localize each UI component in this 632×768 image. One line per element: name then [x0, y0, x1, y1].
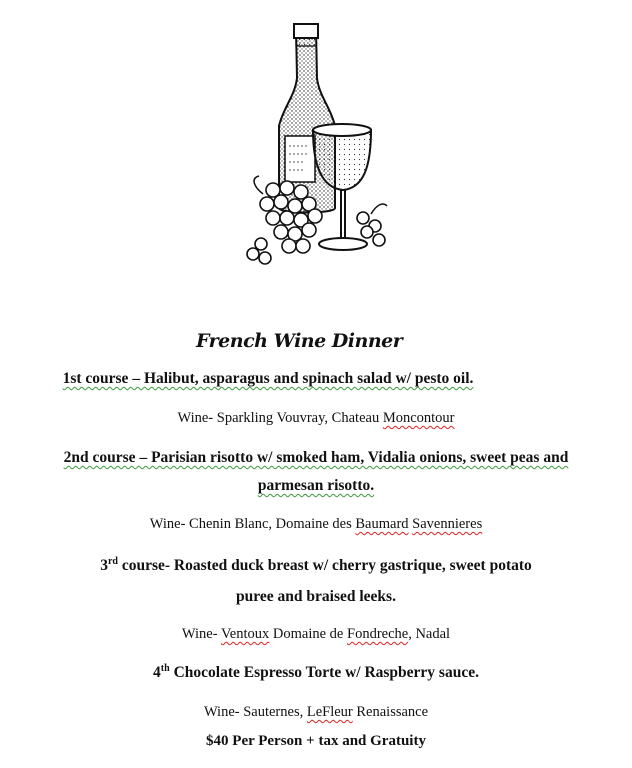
course-3-wine: Wine- Ventoux Domaine de Fondreche, Nadal — [181, 626, 451, 642]
menu-title: French Wine Dinner — [196, 330, 403, 352]
flagged-word: Ventoux — [220, 626, 270, 642]
wine-bottle-glass-grapes-illustration — [243, 18, 393, 276]
course-2-line-2: parmesan risotto. — [257, 477, 375, 494]
course-4: 4th Chocolate Espresso Torte w/ Raspberry sauce. — [153, 662, 479, 681]
course-3-line-1: 3rd course- Roasted duck breast w/ cherry gastrique, sweet potato — [100, 555, 532, 574]
flagged-word: LeFleur — [306, 704, 353, 720]
flagged-word: Savennieres — [412, 516, 483, 532]
course-1-wine: Wine- Sparkling Vouvray, Chateau Moncontour — [177, 410, 455, 426]
course-3-line-2: puree and braised leeks. — [236, 588, 396, 605]
price-line: $40 Per Person + tax and Gratuity — [206, 733, 426, 749]
flagged-word: Moncontour — [382, 410, 455, 426]
course-4-wine: Wine- Sauternes, LeFleur Renaissance — [203, 704, 429, 720]
course-2-wine: Wine- Chenin Blanc, Domaine des Baumard Savennieres — [149, 516, 483, 532]
flagged-word: Baumard — [355, 516, 409, 532]
flagged-word: Fondreche — [347, 626, 409, 642]
course-1 — [0, 370, 584, 388]
course-2-line-1: 2nd course – Parisian risotto w/ smoked ham, Vidalia onions, sweet peas and — [63, 449, 569, 466]
course-1-text: 1st course – Halibut, asparagus and spinach salad w/ pesto oil. — [62, 370, 474, 387]
